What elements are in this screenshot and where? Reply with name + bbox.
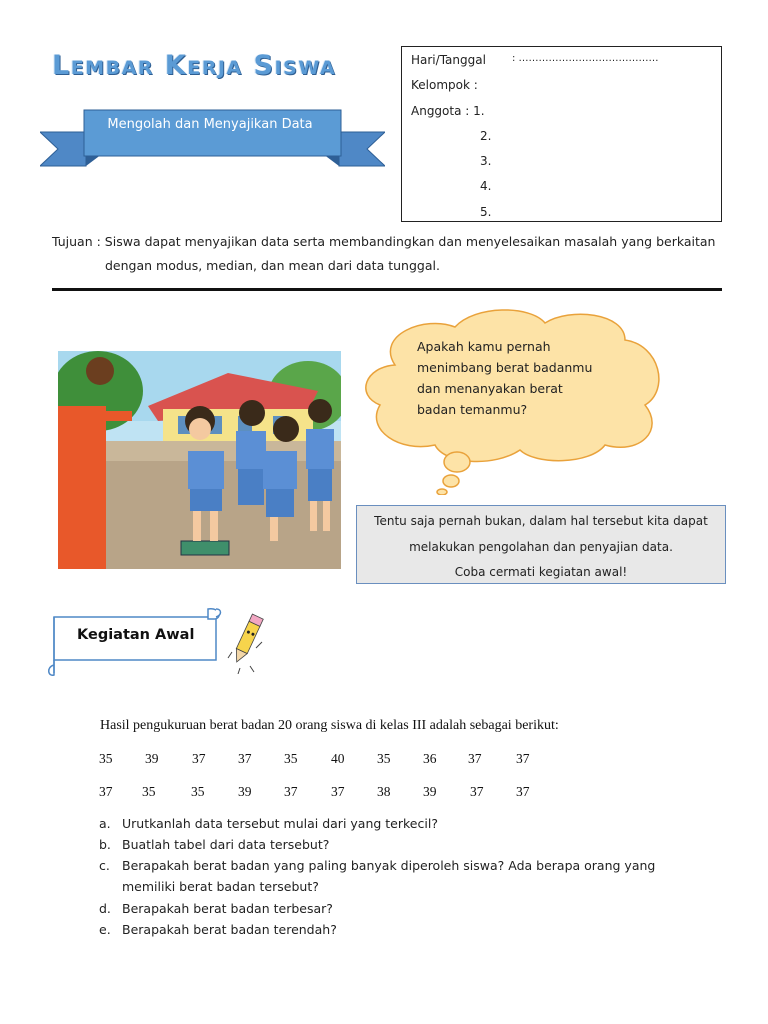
tujuan-line-2: dengan modus, median, dan mean dari data tunggal. bbox=[105, 258, 440, 273]
worksheet-title: Lembar Kerja Siswa bbox=[52, 50, 337, 81]
anggota-number: 4. bbox=[480, 179, 492, 193]
data-value: 37 bbox=[192, 751, 206, 766]
ribbon-banner bbox=[40, 100, 385, 178]
data-value: 37 bbox=[238, 751, 252, 766]
question-text: memiliki berat badan tersebut? bbox=[122, 879, 319, 894]
cloud-question bbox=[417, 336, 617, 420]
question-letter: e. bbox=[99, 922, 111, 937]
hari-tanggal-label: Hari/Tanggal bbox=[411, 53, 486, 67]
question-letter: d. bbox=[99, 901, 111, 916]
data-value: 39 bbox=[238, 784, 252, 799]
question-text: Berapakah berat badan terendah? bbox=[122, 922, 337, 937]
note-line: Coba cermati kegiatan awal! bbox=[454, 565, 628, 579]
kelompok-label: Kelompok : bbox=[411, 78, 478, 92]
data-value: 35 bbox=[377, 751, 391, 766]
anggota-number: 2. bbox=[480, 129, 492, 143]
cloud-line: badan temanmu? bbox=[417, 402, 528, 417]
cloud-line: dan menanyakan berat bbox=[417, 381, 563, 396]
note-line: melakukan pengolahan dan penyajian data. bbox=[409, 540, 673, 554]
cloud-line: menimbang berat badanmu bbox=[417, 360, 593, 375]
data-value: 35 bbox=[142, 784, 156, 799]
data-value: 38 bbox=[377, 784, 391, 799]
data-value: 35 bbox=[99, 751, 113, 766]
tujuan-line-1: Tujuan : Siswa dapat menyajikan data serta membandingkan dan menyelesaikan masalah yang berkaitan bbox=[52, 234, 716, 249]
hari-tanggal-value: : …………………………………… bbox=[512, 53, 659, 64]
question-letter: a. bbox=[99, 816, 111, 831]
question-text: Berapakah berat badan yang paling banyak diperoleh siswa? Ada berapa orang yang bbox=[122, 858, 656, 873]
data-value: 39 bbox=[145, 751, 159, 766]
identity-box bbox=[401, 46, 722, 222]
anggota-label: Anggota : 1. bbox=[411, 104, 485, 118]
anggota-number: 5. bbox=[480, 205, 492, 219]
students-weighing-illustration bbox=[58, 351, 341, 569]
data-value: 37 bbox=[470, 784, 484, 799]
data-value: 35 bbox=[191, 784, 205, 799]
data-value: 37 bbox=[99, 784, 113, 799]
data-value: 36 bbox=[423, 751, 437, 766]
question-text: Buatlah tabel dari data tersebut? bbox=[122, 837, 330, 852]
banner-subtitle: Mengolah dan Menyajikan Data bbox=[107, 117, 313, 132]
data-value: 37 bbox=[468, 751, 482, 766]
question-letter: c. bbox=[99, 858, 110, 873]
data-value: 37 bbox=[516, 751, 530, 766]
section-divider bbox=[52, 288, 722, 291]
data-value: 35 bbox=[284, 751, 298, 766]
question-text: Berapakah berat badan terbesar? bbox=[122, 901, 333, 916]
cloud-line: Apakah kamu pernah bbox=[417, 339, 551, 354]
question-text: Urutkanlah data tersebut mulai dari yang terkecil? bbox=[122, 816, 438, 831]
data-value: 40 bbox=[331, 751, 345, 766]
pencil-mascot-icon bbox=[226, 612, 266, 674]
anggota-number: 3. bbox=[480, 154, 492, 168]
data-value: 37 bbox=[284, 784, 298, 799]
question-letter: b. bbox=[99, 837, 111, 852]
problem-intro: Hasil pengukuruan berat badan 20 orang siswa di kelas III adalah sebagai berikut: bbox=[100, 718, 559, 733]
data-value: 37 bbox=[331, 784, 345, 799]
note-line: Tentu saja pernah bukan, dalam hal tersebut kita dapat bbox=[374, 514, 708, 528]
data-value: 39 bbox=[423, 784, 437, 799]
section-label: Kegiatan Awal bbox=[77, 627, 195, 643]
data-value: 37 bbox=[516, 784, 530, 799]
